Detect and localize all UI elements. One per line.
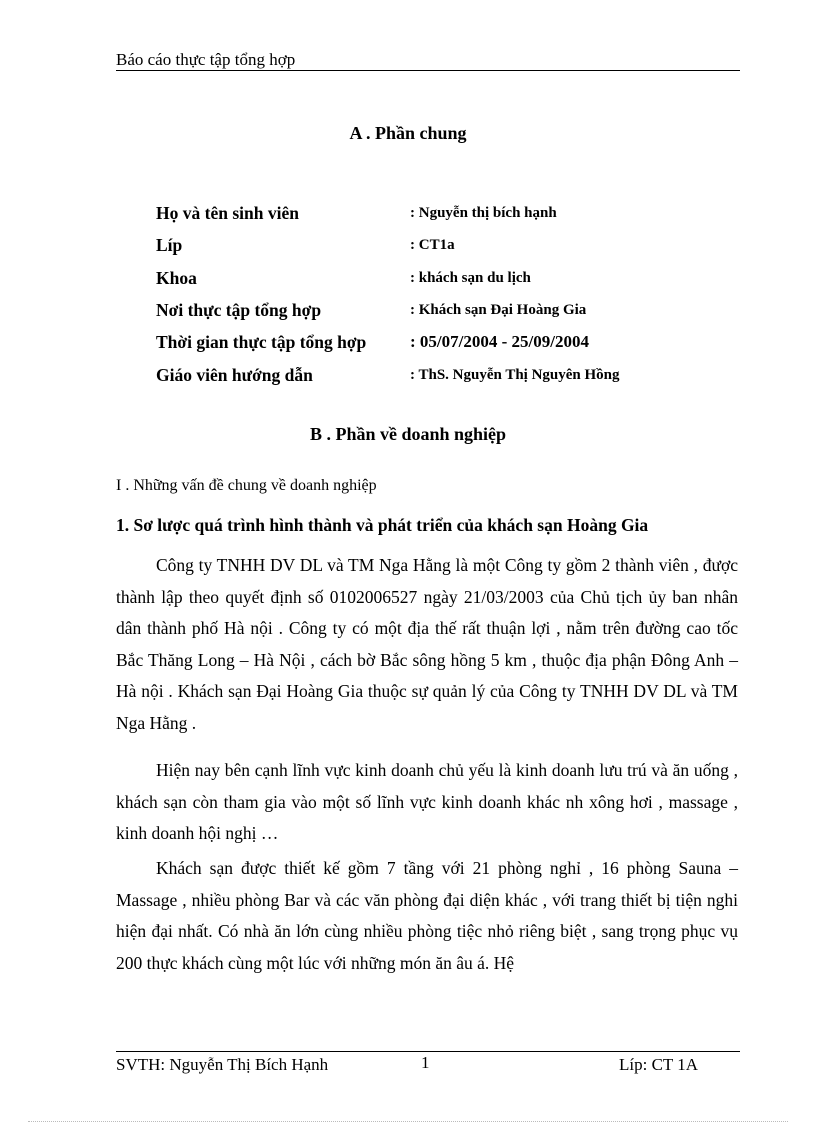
footer-student: SVTH: Nguyễn Thị Bích Hạnh — [116, 1055, 329, 1074]
page-edge-divider — [28, 1121, 788, 1122]
section-b-heading: B . Phần về doanh nghiệp — [309, 424, 507, 444]
section-a-heading: A . Phần chung — [349, 123, 467, 143]
header-title: Báo cáo thực tập tổng hợp — [116, 50, 296, 69]
info-value: : Nguyễn thị bích hạnh — [410, 205, 557, 221]
info-row-internship-period — [156, 332, 716, 358]
info-row-class — [156, 235, 716, 261]
info-label: Giáo viên hướng dẫn — [156, 365, 313, 385]
info-value: : 05/07/2004 - 25/09/2004 — [410, 332, 589, 351]
subsection-heading: I . Những vấn đề chung về doanh nghiệp — [116, 477, 377, 494]
footer-class: Líp: CT 1A — [619, 1055, 699, 1074]
info-label: Họ và tên sinh viên — [156, 203, 299, 223]
info-value: : CT1a — [410, 237, 455, 253]
info-row-faculty — [156, 268, 716, 294]
info-label: Nơi thực tập tổng hợp — [156, 300, 322, 320]
info-row-internship-place — [156, 300, 716, 326]
info-label: Khoa — [156, 268, 197, 288]
body-paragraph — [116, 853, 738, 979]
paragraph-text: Hiện nay bên cạnh lĩnh vực kinh doanh chủ yếu là kinh doanh lưu trú và ăn uống , khách sạn còn tham gia vào một số lĩnh vực kinh doanh khác nh xông hơi , massage , kinh doanh hội nghị … — [116, 760, 738, 843]
info-value: : khách sạn du lịch — [410, 270, 531, 286]
footer-divider — [116, 1051, 740, 1052]
page-number: 1 — [421, 1053, 430, 1072]
paragraph-text: Công ty TNHH DV DL và TM Nga Hằng là một Công ty gồm 2 thành viên , được thành lập theo quyết định số 0102006527 ngày 21/03/2003 của Chủ tịch ủy ban nhân dân thành phố Hà nội . Công ty có một địa thế rất thuận lợi , nằm trên đường cao tốc Bắc Thăng Long – Hà Nội , cách bờ Bắc sông hồng 5 km , thuộc địa phận Đông Anh – Hà nội . Khách sạn Đại Hoàng Gia thuộc sự quản lý của Công ty TNHH DV DL và TM Nga Hằng . — [116, 555, 738, 733]
numbered-heading: 1. Sơ lược quá trình hình thành và phát triển của khách sạn Hoàng Gia — [116, 515, 649, 535]
info-row-supervisor — [156, 365, 716, 391]
paragraph-text: Khách sạn được thiết kế gồm 7 tầng với 21 phòng nghỉ , 16 phòng Sauna – Massage , nhiều phòng Bar và các văn phòng đại diện khác , với trang thiết bị tiện nghi hiện đại nhất. Có nhà ăn lớn cùng nhiều phòng tiệc nhỏ riêng biệt , sang trọng phục vụ 200 thực khách cùng một lúc với những món ăn âu á. Hệ — [116, 858, 738, 973]
info-row-name — [156, 203, 716, 229]
body-paragraph — [116, 755, 738, 850]
body-paragraph — [116, 550, 738, 739]
header-divider — [116, 70, 740, 71]
info-value: : ThS. Nguyễn Thị Nguyên Hồng — [410, 367, 620, 383]
info-value: : Khách sạn Đại Hoàng Gia — [410, 302, 587, 318]
info-label: Líp — [156, 235, 183, 255]
info-label: Thời gian thực tập tổng hợp — [156, 332, 367, 352]
